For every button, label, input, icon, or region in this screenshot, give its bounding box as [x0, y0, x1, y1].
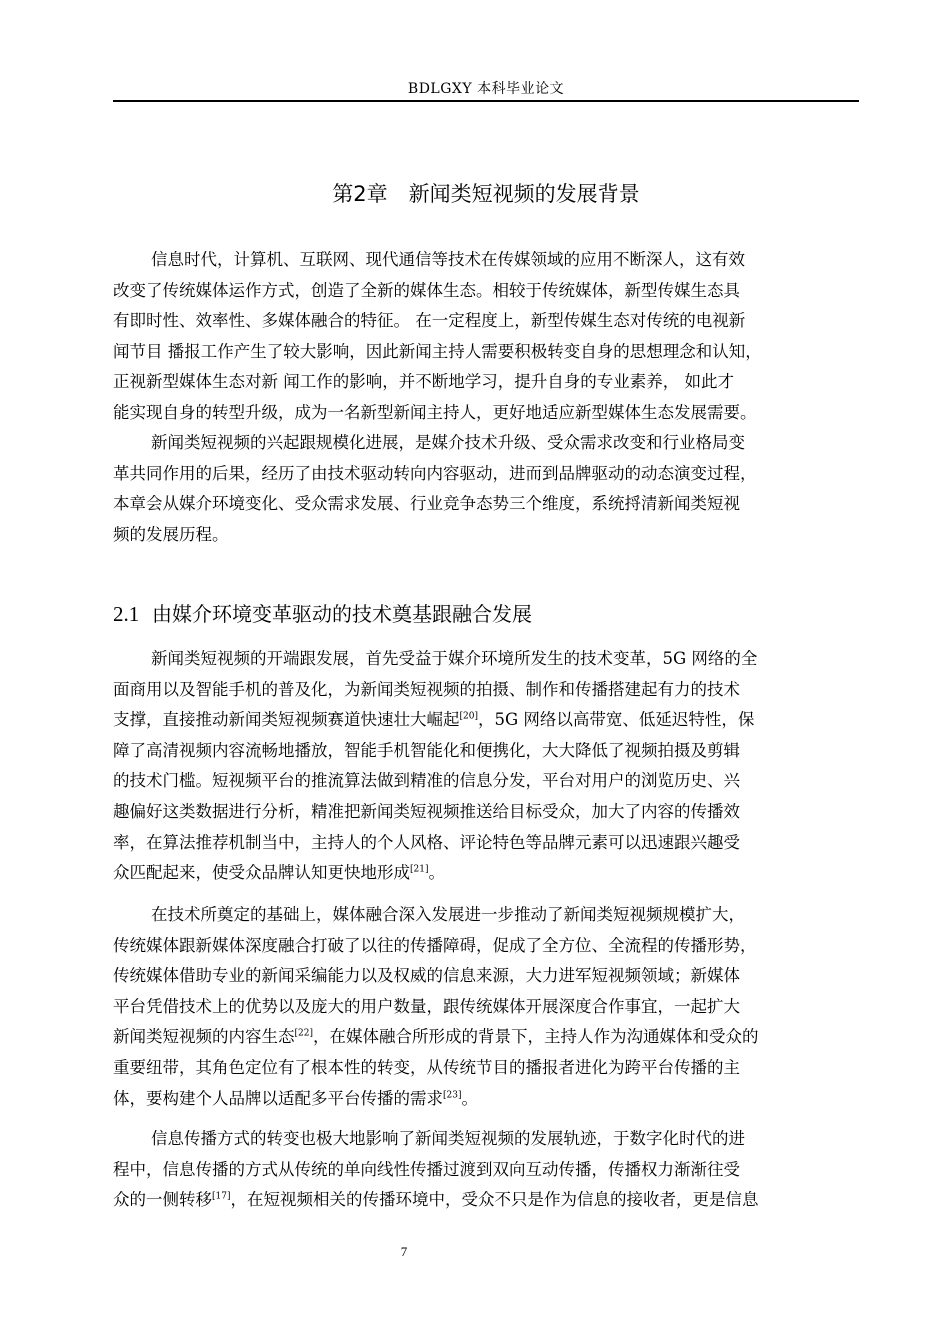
section-title: 由媒介环境变革驱动的技术奠基跟融合发展	[151, 602, 532, 626]
text-line: 新闻类短视频的开端跟发展，首先受益于媒介环境所发生的技术变革，5G 网络的全	[151, 649, 758, 668]
text-line: 障了高清视频内容流畅地播放，智能手机智能化和便携化，大大降低了视频拍摄及剪辑	[113, 740, 740, 760]
text-line-with-citation	[113, 1084, 873, 1115]
text-line: 闻节目 播报工作产生了较大影响，因此新闻主持人需要积极转变自身的思想理念和认知，	[113, 341, 762, 361]
section-number: 2.1	[113, 602, 140, 626]
text-segment: ，5G 网络以高带宽、低延迟特性，保	[477, 710, 755, 730]
text-line: 在技术所奠定的基础上，媒体融合深入发展进一步推动了新闻类短视频规模扩大，	[151, 905, 745, 924]
text-segment: 。	[428, 863, 445, 883]
text-line: 趣偏好这类数据进行分析，精准把新闻类短视频推送给目标受众，加大了内容的传播效	[113, 801, 740, 821]
text-line: 本章会从媒介环境变化、受众需求发展、行业竞争态势三个维度，系统捋清新闻类短视	[113, 494, 740, 514]
text-segment: 众的一侧转移	[113, 1190, 212, 1210]
text-segment: ，在媒体融合所形成的背景下，主持人作为沟通媒体和受众的	[312, 1027, 759, 1047]
text-line: 率，在算法推荐机制当中，主持人的个人风格、评论特色等品牌元素可以迅速跟兴趣受	[113, 832, 740, 852]
text-segment: 新闻类短视频的内容生态	[113, 1027, 295, 1047]
text-line: 平台凭借技术上的优势以及庞大的用户数量，跟传统媒体开展深度合作事宜，一起扩大	[113, 996, 740, 1016]
text-line: 传统媒体跟新媒体深度融合打破了以往的传播障碍，促成了全方位、全流程的传播形势，	[113, 935, 757, 955]
text-line: 改变了传统媒体运作方式，创造了全新的媒体生态。相较于传统媒体，新型传媒生态具	[113, 280, 740, 300]
text-line-with-citation	[113, 858, 873, 889]
intro-paragraph-2	[113, 428, 873, 550]
text-line: 能实现自身的转型升级，成为一名新型新闻主持人，更好地适应新型媒体生态发展需要。	[113, 402, 757, 422]
text-line: 有即时性、效率性、多媒体融合的特征。 在一定程度上，新型传媒生态对传统的电视新	[113, 311, 746, 331]
header-rule	[113, 100, 859, 102]
text-line: 传统媒体借助专业的新闻采编能力以及权威的信息来源，大力进军短视频领域；新媒体	[113, 966, 740, 986]
citation-ref: [23]	[443, 1089, 462, 1100]
text-line-with-citation	[113, 1185, 873, 1216]
text-line: 重要纽带，其角色定位有了根本性的转变，从传统节目的播报者进化为跨平台传播的主	[113, 1057, 740, 1077]
text-line: 面商用以及智能手机的普及化，为新闻类短视频的拍摄、制作和传播搭建起有力的技术	[113, 679, 740, 699]
text-segment: 支撑，直接推动新闻类短视频赛道快速壮大崛起	[113, 710, 460, 730]
text-segment: ，在短视频相关的传播环境中，受众不只是作为信息的接收者，更是信息	[230, 1190, 759, 1210]
text-segment: 众匹配起来，使受众品牌认知更快地形成	[113, 863, 410, 883]
text-line: 的技术门槛。短视频平台的推流算法做到精准的信息分发，平台对用户的浏览历史、兴	[113, 771, 740, 791]
text-line-with-citation	[113, 1022, 873, 1053]
text-line: 正视新型媒体生态对新 闻工作的影响，并不断地学习，提升自身的专业素养， 如此才	[113, 372, 734, 392]
text-line: 新闻类短视频的兴起跟规模化进展，是媒介技术升级、受众需求改变和行业格局变	[151, 433, 745, 452]
section-paragraph-1	[113, 644, 873, 889]
text-segment: 体，要构建个人品牌以适配多平台传播的需求	[113, 1088, 443, 1108]
text-line: 信息传播方式的转变也极大地影响了新闻类短视频的发展轨迹，于数字化时代的进	[151, 1129, 745, 1148]
text-line-with-citation	[113, 705, 873, 736]
text-line: 革共同作用的后果，经历了由技术驱动转向内容驱动，进而到品牌驱动的动态演变过程，	[113, 463, 757, 483]
citation-ref: [17]	[212, 1191, 231, 1202]
chapter-title: 第2章 新闻类短视频的发展背景	[332, 182, 640, 206]
citation-ref: [20]	[459, 711, 478, 722]
text-line: 程中，信息传播的方式从传统的单向线性传播过渡到双向互动传播，传播权力渐渐往受	[113, 1159, 740, 1179]
intro-paragraph-1	[113, 245, 873, 429]
text-segment: 。	[461, 1088, 478, 1108]
running-header: BDLGXY 本科毕业论文	[407, 81, 565, 97]
citation-ref: [22]	[294, 1028, 313, 1039]
text-line: 信息时代，计算机、互联网、现代通信等技术在传媒领域的应用不断深人，这有效	[151, 250, 745, 269]
section-paragraph-2	[113, 900, 873, 1114]
section-heading-2-1	[113, 598, 859, 630]
section-paragraph-3	[113, 1124, 873, 1216]
text-line: 频的发展历程。	[113, 524, 229, 544]
citation-ref: [21]	[410, 864, 429, 875]
page-number: 7	[400, 1244, 408, 1259]
